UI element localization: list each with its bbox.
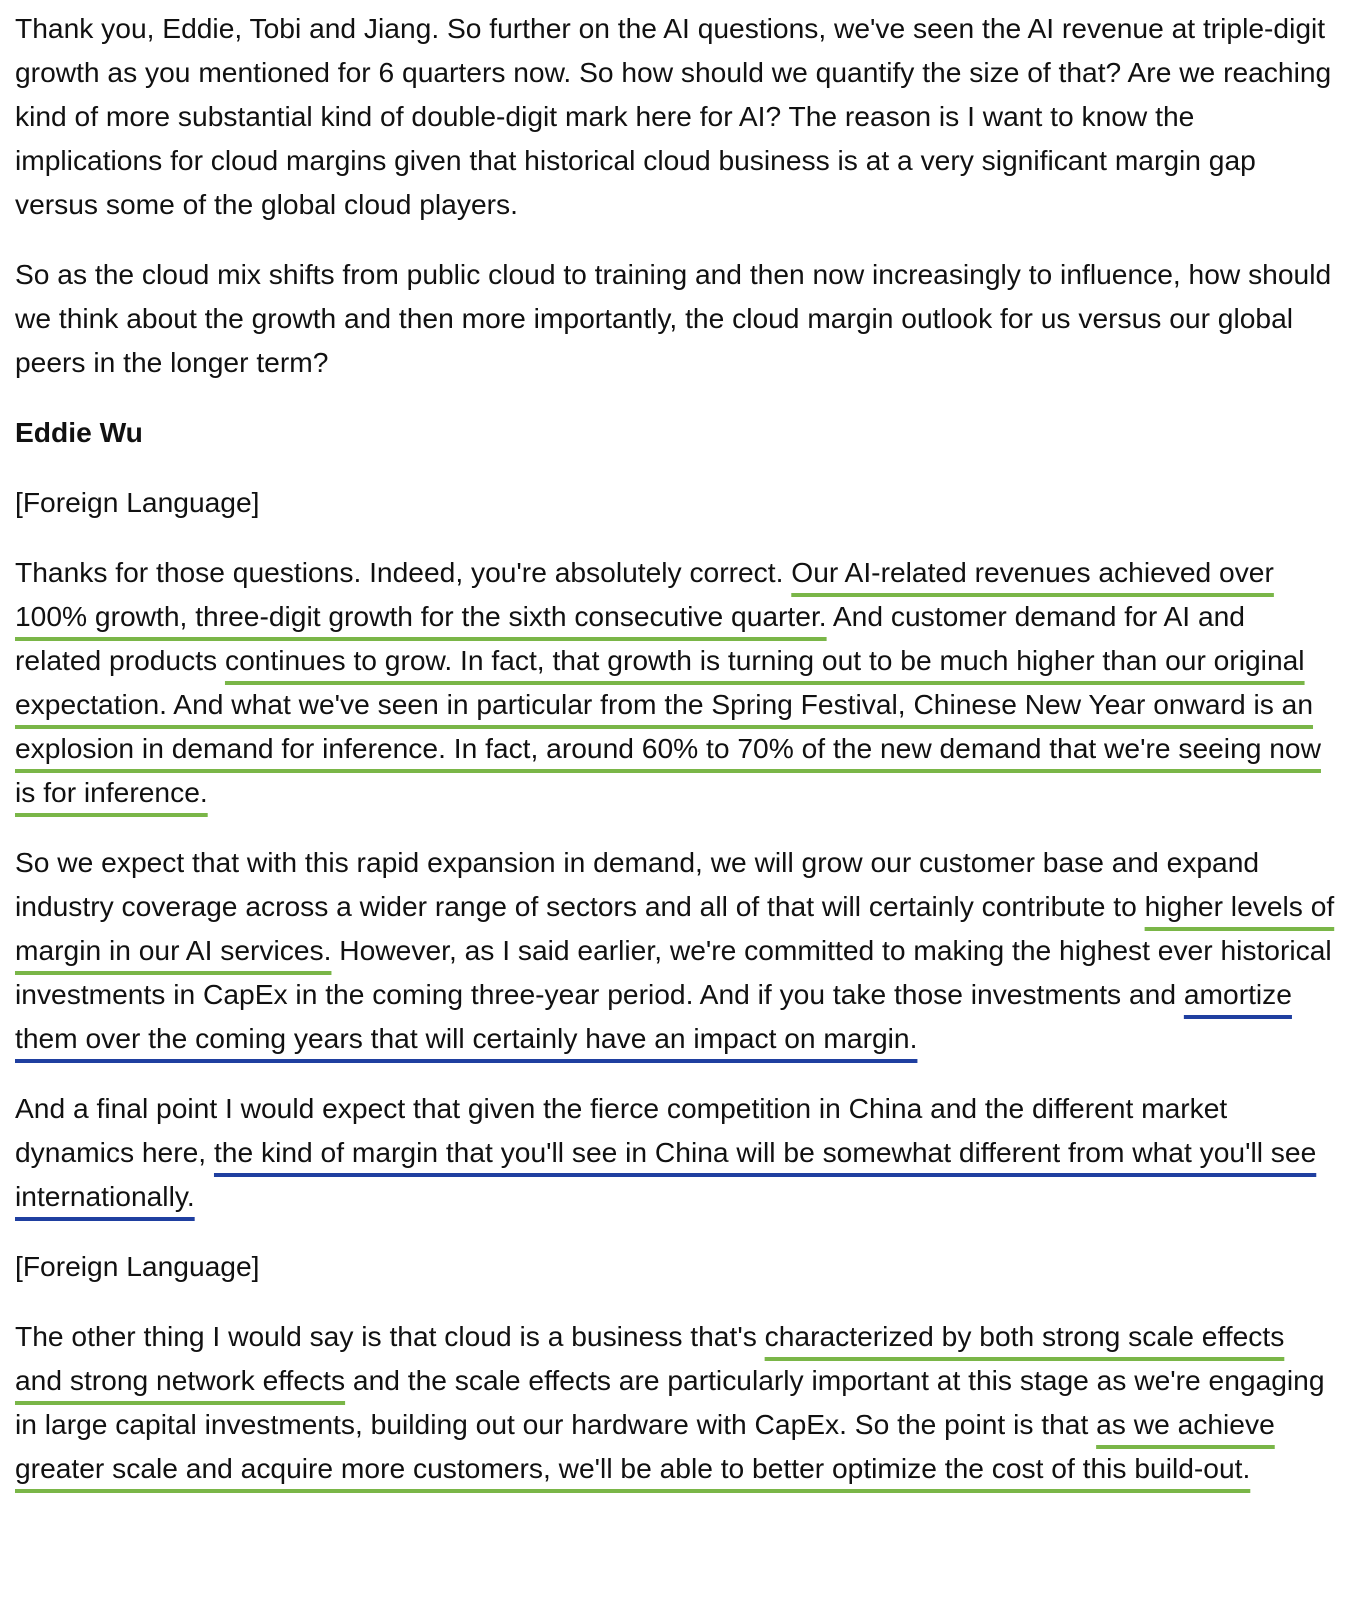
answer-paragraph-4 [15, 1314, 1336, 1490]
answer-paragraph-1 [15, 550, 1336, 814]
answer-text: And customer demand for AI and related products [15, 600, 1245, 676]
green-highlight: characterized by both strong scale effects and strong network effects [15, 1320, 1285, 1396]
foreign-language-note: [Foreign Language] [15, 486, 260, 518]
answer-paragraph-3 [15, 1086, 1336, 1218]
green-highlight: higher levels of margin in our AI services. [15, 890, 1335, 966]
answer-text: However, as I said earlier, we're committed to making the highest ever historical investments in CapEx in the coming three-year period. And if you take those investments and [15, 934, 1332, 1010]
speaker-name: Eddie Wu [15, 416, 143, 448]
green-highlight: as we achieve greater scale and acquire more customers, we'll be able to better optimize the cost of this build-out. [15, 1408, 1275, 1484]
blue-highlight: amortize them over the coming years that will certainly have an impact on margin. [15, 978, 1292, 1054]
answer-paragraph-2 [15, 840, 1336, 1060]
answer-text: And a final point I would expect that given the fierce competition in China and the different market dynamics here, [15, 1092, 1228, 1168]
foreign-language-note: [Foreign Language] [15, 1250, 260, 1282]
question-paragraph-1: Thank you, Eddie, Tobi and Jiang. So further on the AI questions, we've seen the AI revenue at triple-digit growth as you mentioned for 6 quarters now. So how should we quantify the size of that? Are we reaching kind of more substantial kind of double-digit mark here for AI? The reason is I want to know the implications for cloud margins given that historical cloud business is at a very significant margin gap versus some of the global cloud players. [15, 12, 1332, 220]
answer-text: Thanks for those questions. Indeed, you're absolutely correct. [15, 556, 792, 588]
green-highlight: continues to grow. In fact, that growth is turning out to be much higher than our original expectation. And what we've seen in particular from the Spring Festival, Chinese New Year onward is an explosion in demand for inference. In fact, around 60% to 70% of the new demand that we're seeing now is for inference. [15, 644, 1321, 808]
answer-text: The other thing I would say is that cloud is a business that's [15, 1320, 765, 1352]
blue-highlight: the kind of margin that you'll see in China will be somewhat different from what you'll see internationally. [15, 1136, 1317, 1212]
question-paragraph-2: So as the cloud mix shifts from public cloud to training and then now increasingly to influence, how should we think about the growth and then more importantly, the cloud margin outlook for us versus our global peers in the longer term? [15, 258, 1332, 378]
green-highlight: Our AI-related revenues achieved over 100% growth, three-digit growth for the sixth consecutive quarter. [15, 556, 1274, 632]
answer-text: and the scale effects are particularly important at this stage as we're engaging in large capital investments, building out our hardware with CapEx. So the point is that [15, 1364, 1325, 1440]
answer-text: So we expect that with this rapid expansion in demand, we will grow our customer base and expand industry coverage across a wider range of sectors and all of that will certainly contribute to [15, 846, 1260, 922]
